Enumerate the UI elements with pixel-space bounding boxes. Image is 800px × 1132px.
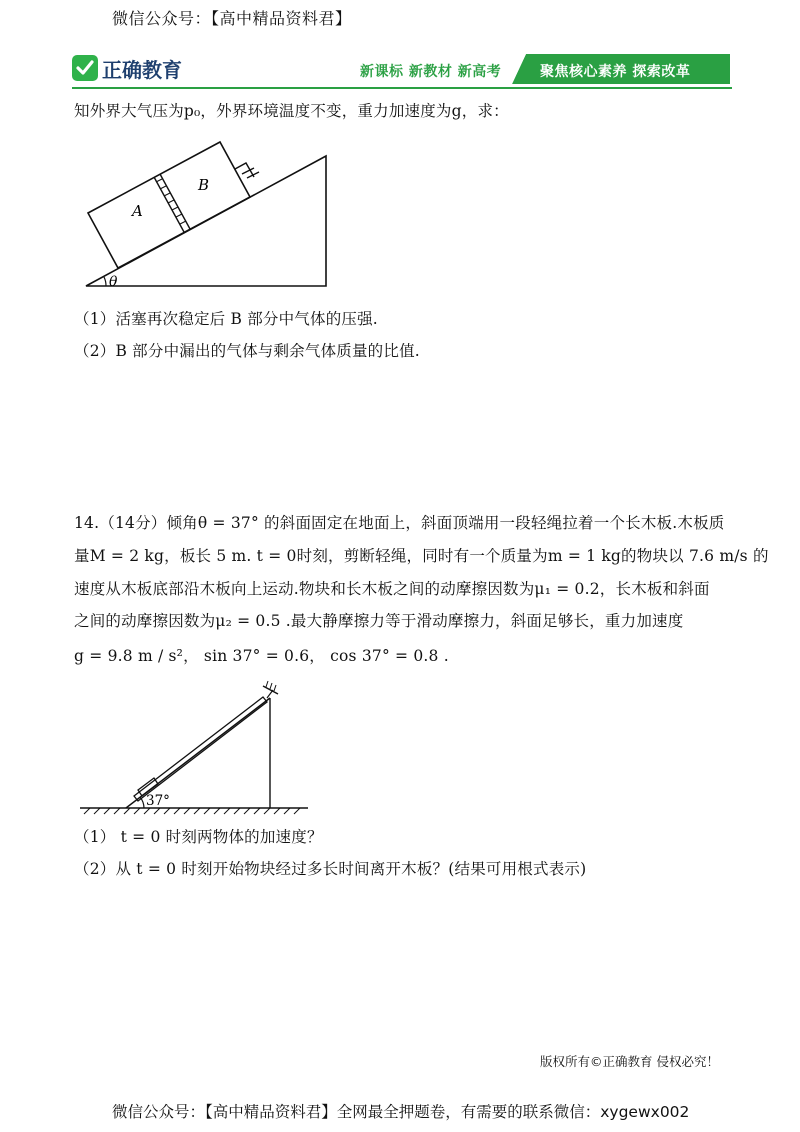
copyright-notice: 版权所有©正确教育 侵权必究！ (540, 1054, 719, 1069)
brand-logo-text: 正确教育 (102, 58, 182, 82)
problem14-q2: （2）从 t = 0 时刻开始物块经过多长时间离开木板？(结果可用根式表示) (74, 860, 587, 878)
problem14-line2: 量M = 2 kg，板长 5 m. t = 0时刻，剪断轻绳，同时有一个质量为m = 1 kg的物块以 7.6 m/s 的 (74, 547, 769, 565)
problem14-line1: 14.（14分）倾角θ = 37° 的斜面固定在地面上，斜面顶端用一段轻绳拉着一个长木板.木板质 (74, 514, 725, 532)
problem14-q1: （1） t = 0 时刻两物体的加速度？ (74, 828, 323, 846)
problem14-line4: 之间的动摩擦因数为μ₂ = 0.5 .最大静摩擦力等于滑动摩擦力，斜面足够长，重力加速度 (74, 612, 684, 630)
wechat-bottom-line: 微信公众号：【高中精品资料君】全网最全押题卷，有需要的联系微信：xygewx002 (112, 1103, 690, 1121)
wechat-top-line: 微信公众号：【高中精品资料君】 (112, 9, 352, 28)
problem14-line5: g = 9.8 m / s²， sin 37° = 0.6， cos 37° = 0.8 . (74, 647, 449, 665)
slogan-left: 新课标 新教材 新高考 (360, 64, 502, 80)
problem13-intro: 知外界大气压为p₀，外界环境温度不变，重力加速度为g，求： (74, 102, 509, 120)
ground-hatch (84, 808, 300, 814)
label-37-degree: 37° (146, 793, 170, 809)
slogan-right: 聚焦核心素养 探索改革 (540, 64, 691, 80)
label-theta: θ (109, 274, 118, 290)
label-a: A (132, 202, 143, 220)
problem13-q1: （1）活塞再次稳定后 B 部分中气体的压强. (74, 310, 378, 328)
long-board (134, 697, 267, 801)
figure-board-on-incline (80, 680, 310, 820)
figure-cylinder-on-incline (80, 140, 340, 295)
problem14-line3: 速度从木板底部沿木板向上运动.物块和长木板之间的动摩擦因数为μ₁ = 0.2，长木板和斜面 (74, 580, 710, 598)
angle-arc (104, 277, 106, 286)
piston (154, 174, 190, 232)
label-b: B (198, 176, 210, 194)
problem13-q2: （2）B 部分中漏出的气体与剩余气体质量的比值. (74, 342, 420, 360)
header-rule (72, 87, 732, 89)
check-logo-icon (72, 55, 98, 81)
